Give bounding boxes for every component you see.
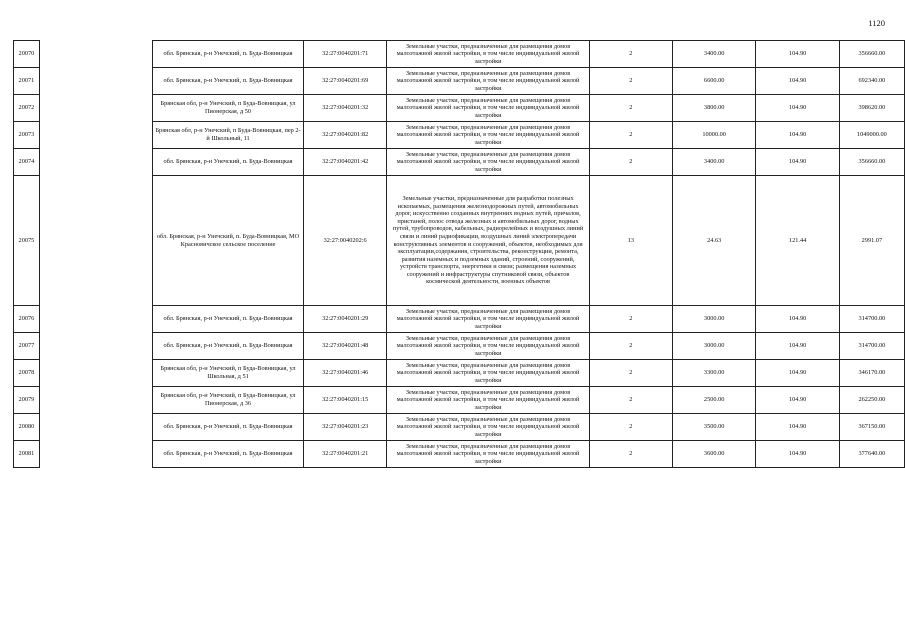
table-row (14, 68, 905, 95)
cell-land-purpose: Земельные участки, предназначенные для размещения домов малоэтажной жилой застройки, в том числе индивидуальной жилой застройки (387, 306, 590, 333)
cell-rate: 104.90 (756, 333, 839, 360)
cell-rate: 104.90 (756, 360, 839, 387)
cell-gap (39, 306, 152, 333)
cell-id: 20075 (14, 176, 40, 306)
page-number: 1120 (868, 18, 885, 28)
cell-cadastral-value: 692340.00 (839, 68, 904, 95)
cell-address: обл. Брянская, р-н Унечский, п. Буда-Вовницкая, МО Красновичское сельское поселение (152, 176, 303, 306)
cell-cadastral-value: 377640.00 (839, 441, 904, 468)
cell-land-purpose: Земельные участки, предназначенные для размещения домов малоэтажной жилой застройки, в том числе индивидуальной жилой застройки (387, 333, 590, 360)
cell-area: 10000.00 (672, 122, 756, 149)
cell-purpose-code: 2 (589, 95, 672, 122)
cell-rate: 121.44 (756, 176, 839, 306)
cell-purpose-code: 2 (589, 387, 672, 414)
cell-area: 3400.00 (672, 149, 756, 176)
cell-gap (39, 176, 152, 306)
table-row (14, 306, 905, 333)
cell-cadastral-number: 32:27:0040201:48 (304, 333, 387, 360)
cell-cadastral-value: 1049000.00 (839, 122, 904, 149)
cell-cadastral-number: 32:27:0040202:6 (304, 176, 387, 306)
cell-cadastral-value: 346170.00 (839, 360, 904, 387)
cell-id: 20078 (14, 360, 40, 387)
cell-gap (39, 95, 152, 122)
cell-purpose-code: 2 (589, 441, 672, 468)
cell-rate: 104.90 (756, 387, 839, 414)
land-registry-table (13, 40, 905, 468)
cell-purpose-code: 2 (589, 68, 672, 95)
cell-address: Брянская обл, р-н Унечский, п Буда-Вовницкая, пер 2-й Школьный, 11 (152, 122, 303, 149)
cell-cadastral-value: 398620.00 (839, 95, 904, 122)
cell-area: 2500.00 (672, 387, 756, 414)
cell-cadastral-value: 314700.00 (839, 333, 904, 360)
cell-cadastral-value: 356660.00 (839, 149, 904, 176)
table-row (14, 149, 905, 176)
cell-cadastral-value: 262250.00 (839, 387, 904, 414)
table-row (14, 333, 905, 360)
cell-id: 20073 (14, 122, 40, 149)
cell-rate: 104.90 (756, 441, 839, 468)
cell-purpose-code: 2 (589, 306, 672, 333)
cell-land-purpose: Земельные участки, предназначенные для размещения домов малоэтажной жилой застройки, в том числе индивидуальной жилой застройки (387, 122, 590, 149)
cell-id: 20070 (14, 41, 40, 68)
cell-land-purpose: Земельные участки, предназначенные для размещения домов малоэтажной жилой застройки, в том числе индивидуальной жилой застройки (387, 441, 590, 468)
cell-purpose-code: 2 (589, 41, 672, 68)
cell-cadastral-value: 314700.00 (839, 306, 904, 333)
table-row (14, 176, 905, 306)
table-row (14, 41, 905, 68)
cell-purpose-code: 2 (589, 414, 672, 441)
cell-id: 20072 (14, 95, 40, 122)
cell-purpose-code: 13 (589, 176, 672, 306)
cell-cadastral-value: 356660.00 (839, 41, 904, 68)
cell-cadastral-number: 32:27:0040201:29 (304, 306, 387, 333)
cell-gap (39, 68, 152, 95)
cell-address: Брянская обл, р-н Унечский, п Буда-Вовницкая, ул Пионерская, д 36 (152, 387, 303, 414)
cell-address: Брянская обл, р-н Унечский, п Буда-Вовницкая, ул Пионерская, д 50 (152, 95, 303, 122)
cell-purpose-code: 2 (589, 122, 672, 149)
cell-id: 20081 (14, 441, 40, 468)
cell-gap (39, 149, 152, 176)
cell-area: 3300.00 (672, 360, 756, 387)
cell-land-purpose: Земельные участки, предназначенные для размещения домов малоэтажной жилой застройки, в том числе индивидуальной жилой застройки (387, 387, 590, 414)
cell-address: обл. Брянская, р-н Унечский, п. Буда-Вовницкая (152, 68, 303, 95)
cell-land-purpose: Земельные участки, предназначенные для размещения домов малоэтажной жилой застройки, в том числе индивидуальной жилой застройки (387, 68, 590, 95)
cell-address: обл. Брянская, р-н Унечский, п. Буда-Вовницкая (152, 149, 303, 176)
cell-gap (39, 122, 152, 149)
table-row (14, 122, 905, 149)
cell-address: Брянская обл, р-н Унечский, п Буда-Вовницкая, ул Школьная, д 51 (152, 360, 303, 387)
cell-area: 3400.00 (672, 41, 756, 68)
cell-land-purpose: Земельные участки, предназначенные для размещения домов малоэтажной жилой застройки, в том числе индивидуальной жилой застройки (387, 149, 590, 176)
cell-cadastral-number: 32:27:0040201:71 (304, 41, 387, 68)
cell-id: 20076 (14, 306, 40, 333)
cell-rate: 104.90 (756, 41, 839, 68)
table-row (14, 414, 905, 441)
table-row (14, 95, 905, 122)
cell-gap (39, 387, 152, 414)
cell-rate: 104.90 (756, 306, 839, 333)
cell-cadastral-number: 32:27:0040201:69 (304, 68, 387, 95)
cell-gap (39, 360, 152, 387)
cell-address: обл. Брянская, р-н Унечский, п. Буда-Вовницкая (152, 306, 303, 333)
cell-cadastral-value: 2991.07 (839, 176, 904, 306)
cell-purpose-code: 2 (589, 149, 672, 176)
cell-cadastral-number: 32:27:0040201:21 (304, 441, 387, 468)
cell-address: обл. Брянская, р-н Унечский, п. Буда-Вовницкая (152, 441, 303, 468)
cell-rate: 104.90 (756, 95, 839, 122)
cell-land-purpose: Земельные участки, предназначенные для размещения домов малоэтажной жилой застройки, в том числе индивидуальной жилой застройки (387, 41, 590, 68)
cell-address: обл. Брянская, р-н Унечский, п. Буда-Вовницкая (152, 414, 303, 441)
table-body (14, 41, 905, 468)
table-row (14, 360, 905, 387)
cell-area: 3800.00 (672, 95, 756, 122)
cell-address: обл. Брянская, р-н Унечский, п. Буда-Вовницкая (152, 333, 303, 360)
cell-cadastral-number: 32:27:0040201:15 (304, 387, 387, 414)
cell-cadastral-number: 32:27:0040201:32 (304, 95, 387, 122)
cell-gap (39, 441, 152, 468)
cell-rate: 104.90 (756, 122, 839, 149)
cell-land-purpose: Земельные участки, предназначенные для размещения домов малоэтажной жилой застройки, в том числе индивидуальной жилой застройки (387, 95, 590, 122)
table-row (14, 441, 905, 468)
cell-area: 6600.00 (672, 68, 756, 95)
cell-id: 20074 (14, 149, 40, 176)
cell-rate: 104.90 (756, 414, 839, 441)
cell-cadastral-number: 32:27:0040201:42 (304, 149, 387, 176)
cell-rate: 104.90 (756, 149, 839, 176)
cell-area: 3600.00 (672, 441, 756, 468)
cell-cadastral-number: 32:27:0040201:23 (304, 414, 387, 441)
cell-id: 20080 (14, 414, 40, 441)
cell-id: 20071 (14, 68, 40, 95)
cell-address: обл. Брянская, р-н Унечский, п. Буда-Вовницкая (152, 41, 303, 68)
cell-gap (39, 414, 152, 441)
cell-purpose-code: 2 (589, 333, 672, 360)
cell-gap (39, 333, 152, 360)
cell-cadastral-number: 32:27:0040201:46 (304, 360, 387, 387)
cell-land-purpose: Земельные участки, предназначенные для размещения домов малоэтажной жилой застройки, в том числе индивидуальной жилой застройки (387, 414, 590, 441)
cell-id: 20079 (14, 387, 40, 414)
cell-area: 3000.00 (672, 306, 756, 333)
cell-land-purpose: Земельные участки, предназначенные для размещения домов малоэтажной жилой застройки, в том числе индивидуальной жилой застройки (387, 360, 590, 387)
cell-area: 3000.00 (672, 333, 756, 360)
cell-purpose-code: 2 (589, 360, 672, 387)
cell-cadastral-number: 32:27:0040201:82 (304, 122, 387, 149)
cell-gap (39, 41, 152, 68)
cell-land-purpose: Земельные участки, предназначенные для разработки полезных ископаемых, размещения железнодорожных путей, автомобильных дорог, искусственно созданных внутренних водных путей, причалов, пристаней, полос отвода железных и автомобильных дорог, водных путей, трубопроводов, кабельных, радиорелейных и воздушных линий связи и линий радиофикации, воздушных линий электропередачи конструктивных элементов и сооружений, объектов, необходимых для эксплуатации,содержания, строительства, реконструкции, ремонта, развития наземных и подземных зданий, строений, сооружений, устройств транспорта, энергетики и связи; размещения наземных сооружений и инфраструктуры спутниковой связи, объектов космической деятельности, военных объектов (387, 176, 590, 306)
table-row (14, 387, 905, 414)
cell-area: 3500.00 (672, 414, 756, 441)
cell-cadastral-value: 367150.00 (839, 414, 904, 441)
cell-rate: 104.90 (756, 68, 839, 95)
cell-area: 24.63 (672, 176, 756, 306)
cell-id: 20077 (14, 333, 40, 360)
